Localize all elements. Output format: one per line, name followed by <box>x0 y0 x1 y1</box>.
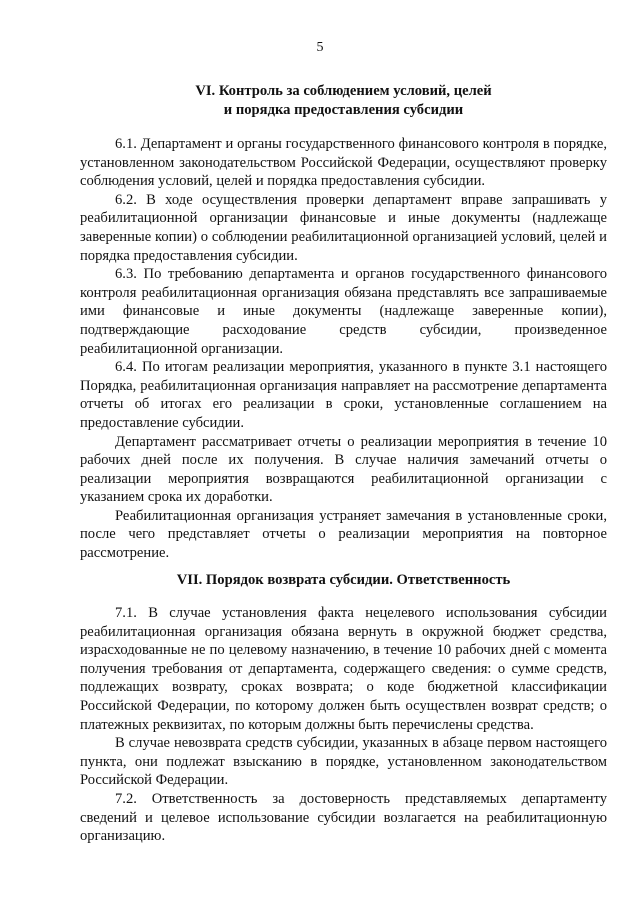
paragraph-6-4-review: Департамент рассматривает отчеты о реализации мероприятия в течение 10 рабочих дней после их получения. В случае наличия замечаний отчеты о реализации мероприятия возвращаются реабилитационной организации с указанием срока их доработки. <box>80 433 607 506</box>
paragraph-6-2: 6.2. В ходе осуществления проверки департамент вправе запрашивать у реабилитационной организации финансовые и иные документы (надлежаще заверенные копии) о соблюдении реабилитационной организацией условий, целей и порядка предоставления субсидии. <box>80 191 607 264</box>
paragraph-6-3: 6.3. По требованию департамента и органов государственного финансового контроля реабилитационная организация обязана представлять все запрашиваемые ими финансовые и иные документы (надлежаще заверенные копии), подтверждающие расходование средств субсидии, произведенное реабилитационной организации. <box>80 266 607 357</box>
section-6-heading <box>80 82 607 119</box>
section-7-title: VII. Порядок возврата субсидии. Ответственность <box>176 572 511 588</box>
paragraph-7-1-recovery: В случае невозврата средств субсидии, указанных в абзаце первом настоящего пункта, они подлежат взысканию в порядке, установленном законодательством Российской Федерации. <box>80 735 607 789</box>
paragraph-7-2: 7.2. Ответственность за достоверность представляемых департаменту сведений и целевое использование субсидии возлагается на реабилитационную организацию. <box>80 790 607 845</box>
paragraph-6-1: 6.1. Департамент и органы государственного финансового контроля в порядке, установленном законодательством Российской Федерации, осуществляют проверку соблюдения условий, целей и порядка предоставления субсидии. <box>80 136 607 190</box>
paragraph-6-4: 6.4. По итогам реализации мероприятия, указанного в пункте 3.1 настоящего Порядка, реабилитационная организация направляет на рассмотрение департамента отчеты об итогах его реализации в сроки, установленные соглашением на предоставление субсидии. <box>80 359 607 431</box>
section-7-heading <box>80 571 607 590</box>
paragraph-6-4-corrections: Реабилитационная организация устраняет замечания в установленные сроки, после чего представляет отчеты о реализации мероприятия на повторное рассмотрение. <box>80 507 607 562</box>
section-7-body <box>80 604 607 846</box>
page-number: 5 <box>316 40 324 55</box>
section-6-title-line-1: VI. Контроль за соблюдением условий, целей <box>195 83 492 99</box>
section-6-body <box>80 135 607 563</box>
paragraph-7-1: 7.1. В случае установления факта нецелевого использования субсидии реабилитационная организация обязана вернуть в окружной бюджет средства, израсходованные не по целевому назначению, в течение 10 рабочих дней с момента получения требования от департамента, содержащего сведения: о сумме средств, подлежащих возврату, сроках возврата; о коде бюджетной классификации Российской Федерации, по которому должен быть осуществлен возврат средств; о платежных реквизитах, по которым должны быть перечислены средства. <box>80 605 607 733</box>
section-6-title-line-2: и порядка предоставления субсидии <box>223 101 464 118</box>
